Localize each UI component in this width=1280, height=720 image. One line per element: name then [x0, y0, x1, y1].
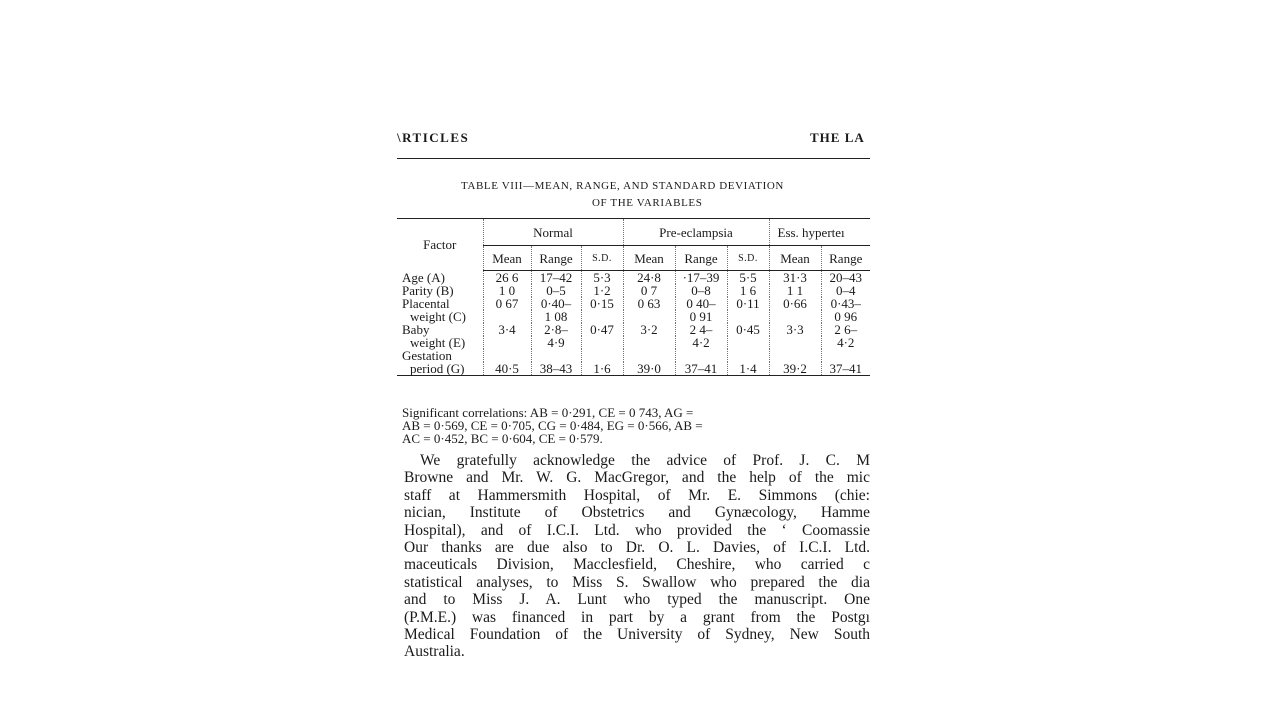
factor-label: Age (A) [402, 269, 445, 285]
table-cell [483, 336, 531, 349]
table-cell: 38–43 [531, 362, 581, 376]
table-cell: 17–42 [531, 271, 581, 285]
acknowledgement-paragraph [404, 452, 870, 661]
table-cell: 0 7 [623, 284, 675, 297]
table-cell: 1 0 [483, 284, 531, 297]
table-cell: 2 6– [821, 323, 870, 336]
section-header: \RTICLES [397, 130, 470, 145]
subheader-range: Range [821, 246, 870, 271]
table-cell: 0·40– [531, 297, 581, 310]
table-cell: 4·2 [675, 336, 727, 349]
subheader-mean: Mean [483, 246, 531, 271]
paragraph-line: statistical analyses, to Miss S. Swallow who prepared the dia [404, 573, 870, 591]
factor-label: weight (C) [410, 309, 466, 324]
table-cell: 2·8– [531, 323, 581, 336]
subheader-range: Range [531, 246, 581, 271]
table-cell: 0 91 [675, 310, 727, 323]
table-cell [769, 336, 821, 349]
table-cell: 24·8 [623, 271, 675, 285]
correlation-line: AB = 0·569, CE = 0·705, CG = 0·484, EG = 0·566, AB = [402, 418, 703, 433]
factor-label: Parity (B) [402, 283, 454, 298]
table-cell: 0·66 [769, 297, 821, 310]
journal-page [397, 118, 870, 678]
group-header-normal: Normal [483, 219, 623, 246]
table-cell: 5·5 [727, 271, 769, 285]
factor-label: Placental [402, 296, 450, 311]
table-cell [623, 336, 675, 349]
paragraph-line: staff at Hammersmith Hospital, of Mr. E. Simmons (chie: [404, 486, 870, 504]
table-body [397, 271, 870, 376]
variables-table [397, 218, 870, 376]
paragraph-line: and to Miss J. A. Lunt who typed the manuscript. One [404, 591, 870, 609]
table-cell: 1·2 [581, 284, 623, 297]
table-cell: 4·9 [531, 336, 581, 349]
table-row [397, 271, 870, 285]
table-row [397, 336, 870, 349]
table-cell: 4·2 [821, 336, 870, 349]
table-cell: 3·3 [769, 323, 821, 336]
table-row [397, 362, 870, 376]
paragraph-line: Medical Foundation of the University of Sydney, New South [404, 626, 870, 644]
correlation-line: Significant correlations: AB = 0·291, CE = 0 743, AG = [402, 405, 694, 420]
paragraph-line: We gratefully acknowledge the advice of Prof. J. C. M [420, 452, 870, 469]
table-cell: 0–4 [821, 284, 870, 297]
subheader-range: Range [675, 246, 727, 271]
table-cell: 3·2 [623, 323, 675, 336]
table-cell: 1 1 [769, 284, 821, 297]
table-cell: 0·45 [727, 323, 769, 336]
table-cell: 40·5 [483, 362, 531, 376]
table-cell: 39·2 [769, 362, 821, 376]
table-cell: 1 6 [727, 284, 769, 297]
subheader-mean: Mean [623, 246, 675, 271]
paragraph-line: maceuticals Division, Macclesfield, Cheshire, who carried c [404, 556, 870, 574]
table-cell [727, 336, 769, 349]
journal-header: THE LA [810, 130, 865, 145]
table-row [397, 323, 870, 336]
table-cell [581, 336, 623, 349]
table-cell: 1·6 [581, 362, 623, 376]
factor-header: Factor [397, 219, 483, 271]
table-caption-continued: OF THE VARIABLES [592, 197, 703, 209]
table-cell: 1·4 [727, 362, 769, 376]
table-cell: 0 96 [821, 310, 870, 323]
table-cell: 3·4 [483, 323, 531, 336]
significant-correlations [402, 406, 870, 445]
table-cell: 26 6 [483, 271, 531, 285]
factor-label: Baby [402, 322, 430, 337]
table-cell: 0–5 [531, 284, 581, 297]
factor-label: period (G) [397, 362, 483, 376]
correlation-line: AC = 0·452, BC = 0·604, CE = 0·579. [402, 431, 603, 446]
table-cell: 2 4– [675, 323, 727, 336]
table-cell: ·17–39 [675, 271, 727, 285]
factor-label: Gestation [402, 348, 452, 363]
paragraph-line: Browne and Mr. W. G. MacGregor, and the help of the mic [404, 469, 870, 487]
paragraph-line: nician, Institute of Obstetrics and Gynæcology, Hamme [404, 504, 870, 522]
table-cell: 0–8 [675, 284, 727, 297]
table-cell: 39·0 [623, 362, 675, 376]
table-caption: TABLE VIII—MEAN, RANGE, AND STANDARD DEVIATION [461, 180, 784, 192]
table-cell: 0·15 [581, 297, 623, 310]
table-cell: 31·3 [769, 271, 821, 285]
table-cell: 0·43– [821, 297, 870, 310]
table-cell: 37–41 [821, 362, 870, 376]
paragraph-line: Our thanks are due also to Dr. O. L. Davies, of I.C.I. Ltd. [404, 539, 870, 557]
table-cell: 0·47 [581, 323, 623, 336]
subheader-sd: S.D. [581, 246, 623, 271]
paragraph-line: (P.M.E.) was financed in part by a grant from the Postgı [404, 608, 870, 626]
group-header-pre-eclampsia: Pre-eclampsia [623, 219, 769, 246]
table-cell: 1 08 [531, 310, 581, 323]
paragraph-line: Australia. [404, 643, 465, 661]
paragraph-line: Hospital), and of I.C.I. Ltd. who provided the ‘ Coomassie [404, 521, 870, 539]
table-cell: 20–43 [821, 271, 870, 285]
table-cell: 0 67 [483, 297, 531, 310]
table-cell: 0 63 [623, 297, 675, 310]
table-cell: 0 40– [675, 297, 727, 310]
group-header-essential-hypertension: Ess. hyperteı [769, 219, 870, 246]
table-cell: 0·11 [727, 297, 769, 310]
header-rule [397, 158, 870, 159]
subheader-sd: S.D. [727, 246, 769, 271]
table-row [397, 297, 870, 310]
factor-label: weight (E) [410, 335, 466, 350]
table-cell: 37–41 [675, 362, 727, 376]
subheader-mean: Mean [769, 246, 821, 271]
table-cell: 5·3 [581, 271, 623, 285]
